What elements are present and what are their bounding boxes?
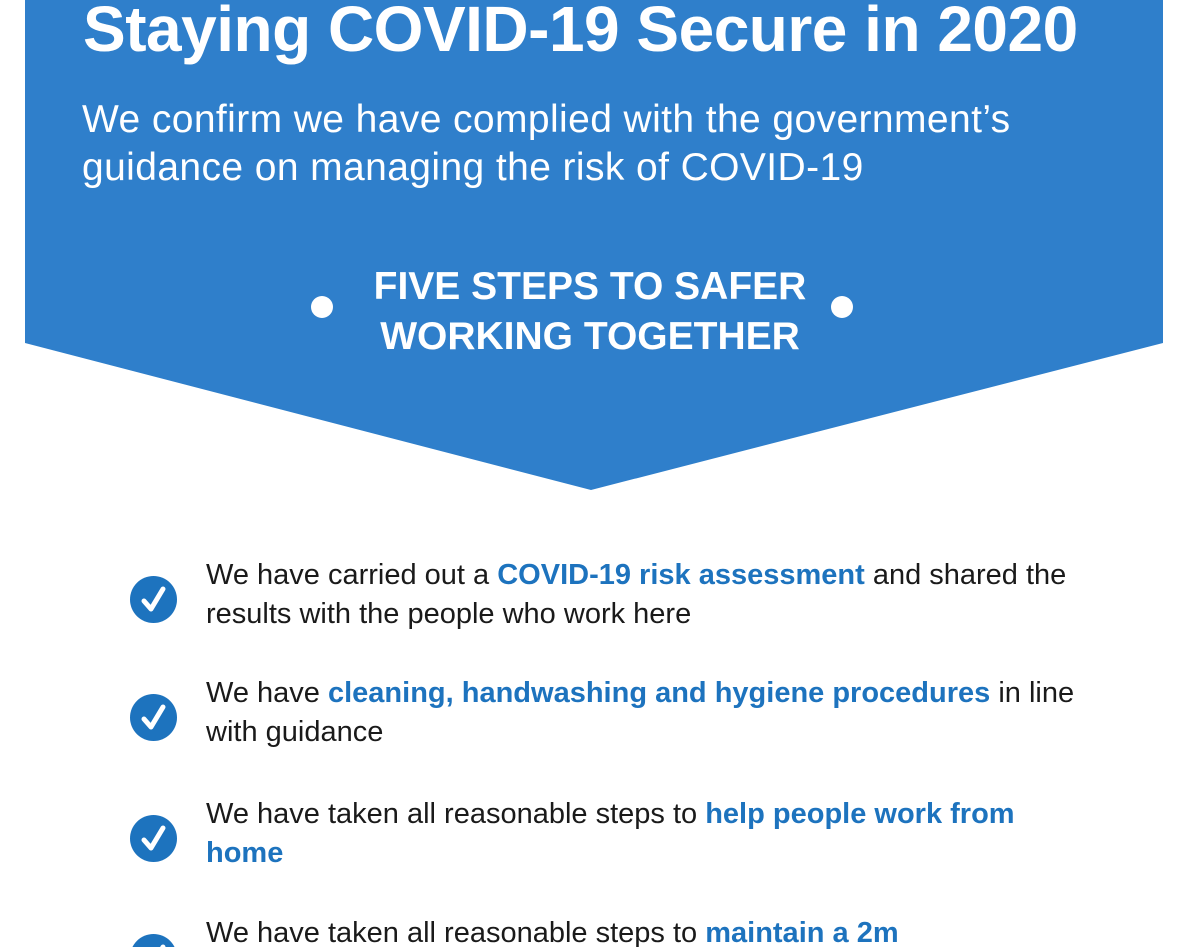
subtitle-line-2: guidance on managing the risk of COVID-19 <box>82 146 864 189</box>
step-text <box>206 674 1086 752</box>
step-text-pre: We have <box>206 677 328 709</box>
step-text-post: and shared the results with the people who work here <box>206 559 1067 630</box>
steps-heading-line-2: WORKING TOGETHER <box>380 315 800 358</box>
step-text-highlight: cleaning, handwashing and hygiene procedures <box>327 677 991 709</box>
page-subtitle <box>82 96 1102 192</box>
step-text-pre: We have taken all reasonable steps to <box>206 798 706 830</box>
check-circle-icon <box>130 576 177 623</box>
step-text-pre: We have taken all reasonable steps to <box>206 917 706 947</box>
page-title: Staying COVID-19 Secure in 2020 <box>83 0 1078 65</box>
step-text <box>206 556 1086 634</box>
step-text-highlight: help people work from home <box>206 798 1015 869</box>
subtitle-line-1: We confirm we have complied with the government’s <box>82 98 1011 141</box>
check-circle-icon <box>130 934 177 947</box>
step-text-highlight: COVID-19 risk assessment <box>497 559 865 591</box>
steps-heading-line-1: FIVE STEPS TO SAFER <box>373 265 807 308</box>
step-text-pre: We have carried out a <box>206 559 498 591</box>
step-text <box>206 795 1026 873</box>
step-text <box>206 914 1086 947</box>
steps-heading <box>305 262 875 362</box>
check-circle-icon <box>130 694 177 741</box>
step-text-post: in line with guidance <box>206 677 1075 748</box>
step-text-highlight: maintain a 2m <box>705 917 899 947</box>
bullet-dot-right <box>831 296 853 318</box>
check-circle-icon <box>130 815 177 862</box>
